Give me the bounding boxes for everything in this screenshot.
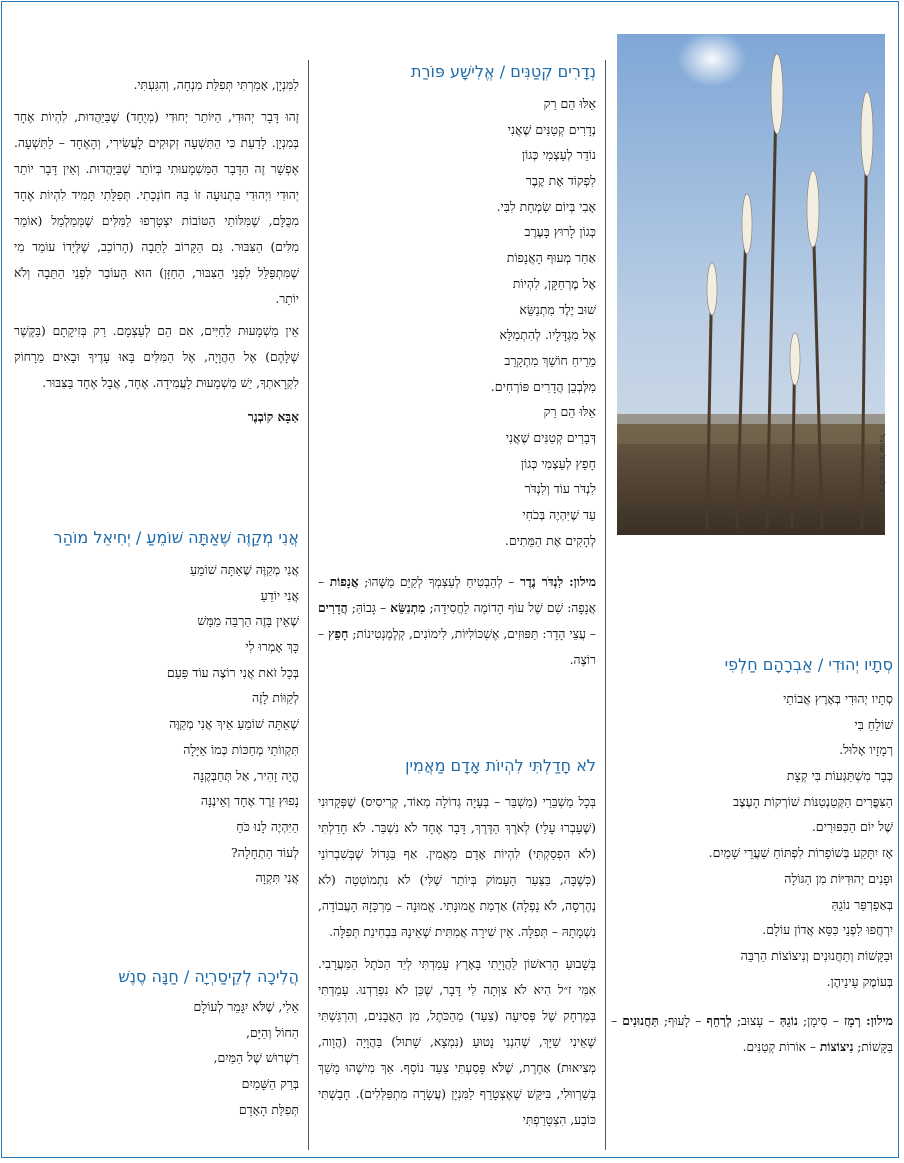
- gloss-term: הֲדָרִים: [318, 601, 348, 616]
- poem-line: מֵרֵיחַ חוֹשֵׁךְ מִתְקָרֵב: [504, 352, 596, 368]
- gloss-term: מילון: לִנְדֹּר נֶדֶר: [519, 575, 597, 590]
- gloss-def: – עָצוּב;: [731, 1014, 780, 1029]
- poem-line: לְעוֹד הַתְחָלָה?: [230, 844, 299, 860]
- poem-line: לְהָקִים אֶת הַמֵּתִים.: [504, 532, 596, 548]
- continued-section: [14, 72, 299, 436]
- poem-line: שֶׁאַתָּה שׁוֹמֵעַ אֵיךְ אֲנִי מְקַוֶּה: [169, 716, 299, 732]
- poem-line: אֵלּוּ הֵם רַק: [543, 404, 596, 420]
- gloss-term: מילון: רְמָז: [844, 1014, 893, 1029]
- squill-flowers-image: [617, 34, 885, 535]
- author-signature: אַבָּא קוֹבְנֶר: [247, 410, 299, 424]
- poem-line: שׁוּב יֶלֶד מִתְנַשֵּׂא: [519, 301, 596, 317]
- prose-paragraph: לַמִּנְיָן, אָמַרְתִּי תְּפִלַּת מִנְחָה, וְהִגַּעְתִּי.: [133, 78, 299, 92]
- stav-yehudi-title: סְתָיו יְהוּדִי / אַבְרָהָם חַלְפִי: [724, 655, 893, 674]
- gloss-def: – סִימָן;: [797, 1014, 844, 1029]
- nedarim-section: [318, 62, 596, 673]
- poem-line: לִנְדֹּר עוֹד וְלִנְדֹּר: [524, 481, 596, 497]
- poem-line: נוֹדֵר לְעַצְמִי כְּגוֹן: [521, 147, 596, 163]
- poem-line: בְּרַק הַשָּׁמַיִם: [241, 1076, 299, 1092]
- halicha-title: הֲלִיכָה לְקֵיסַרְיָה / חַנָּה סֶנֶשׁ: [118, 967, 299, 986]
- mekave-section: [14, 528, 299, 891]
- gloss-def: – גָּבוֹהַּ;: [347, 601, 391, 616]
- poem-line: נְדָרִים קְטַנִּים שֶׁאֲנִי: [507, 121, 596, 137]
- poem-line: הַיִּהְיֶה לָנוּ כֹּחַ: [236, 818, 299, 834]
- poem-line: אַחַר מְעוּף הָאֲנָפוֹת: [506, 250, 596, 266]
- gloss-term: חָפֵץ: [328, 627, 349, 642]
- gloss-def: – לָעוּף;: [658, 1014, 707, 1029]
- poem-line: אֶל מִגְדָּלָיו. לְהִתְמַלֵּא: [499, 327, 596, 343]
- nedarim-glossary: [318, 569, 596, 673]
- gloss-term: לְרַחֵף: [706, 1014, 732, 1029]
- poem-line: וּפָנִים יְהוּדִיּוֹת מִן הַגּוֹלָה: [784, 870, 893, 886]
- gloss-def: – אוֹרוֹת קְטַנִּים.: [742, 1040, 820, 1055]
- poem-line: אֲנִי מְקַוֶּה שֶׁאַתָּה שׁוֹמֵעַ: [190, 562, 299, 577]
- poem-line: עַד שֶׁיִּהְיֶה בְּכֹחִי: [522, 507, 596, 522]
- halicha-section: [14, 967, 299, 1122]
- prose-paragraph: אֵין מַשְׁמָעוּת לַחַיִּים, אִם הֵם לְעַצְמָם. רַק בְּזִיקָתָם (בַּקֶּשֶׁר שֶׁלָּהֶם) אֶל הַהֲוָיָה, אֶל הַמִּלִּים בָּאוּ עָדֶיךָ וּבָאִים מֵרָחוֹק לִקְרָאתְךָ, יֵשׁ מַשְׁמָעוּת לָעֲמִידָה. אֶחָד, אֲבָל אֶחָד בַּצִּבּוּר.: [14, 324, 299, 390]
- poem-line: הֱיֵה זָהִיר, אַל תְּחַבְּקֶנָּה: [193, 767, 299, 783]
- poem-line: בְּאַפַרְפַּר נוֹגֵהַּ: [831, 896, 893, 912]
- gloss-def: – רוֹצֶה.: [318, 627, 596, 668]
- poem-line: כְּבָר מִשְׁתַּגְּעוֹת בִּי קְצָת: [786, 768, 893, 784]
- mekave-poem: [14, 557, 299, 891]
- column-divider: [308, 60, 309, 1150]
- squill-photo: [617, 34, 885, 535]
- poem-line: תְּפִלַּת הָאָדָם: [238, 1101, 299, 1117]
- poem-line: לְקַוּוֹת לָזֶה: [251, 690, 299, 706]
- poem-line: הַצִּפֳּרִים הַקְּטַנְטַנּוֹת שׁוֹרְקוֹת הָעֶצֶב: [733, 793, 893, 809]
- poem-line: בְּעוֹמֶק עֵינֵיהֶן.: [826, 973, 893, 989]
- column-divider: [605, 60, 606, 1150]
- poem-line: שׁוֹלֵחַ בִּי: [854, 716, 893, 732]
- gloss-def: – אֲנָפָה: שֵׁם שֶׁל עוֹף הָדוֹמֶה לַחֲסִידָה;: [318, 575, 596, 616]
- poem-line: אֵלִי, שֶׁלֹּא יִגָּמֵר לְעוֹלָם: [193, 999, 299, 1014]
- nedarim-title: נְדָרִים קְטַנִּים / אֱלִישָׁע פּוֹרַת: [410, 62, 596, 81]
- gloss-term: אֲנָפוֹת: [329, 575, 359, 590]
- gloss-term: תַּחֲנוּנִים: [622, 1014, 659, 1029]
- poem-line: תִּקְווֹתַי מְחַכּוֹת כְּמוֹ אַיָּלָה: [183, 741, 299, 757]
- poem-line: רְמָזָיו אָלוּל.: [839, 742, 893, 758]
- gloss-term: מִתְנַשֵּׂא: [390, 601, 426, 616]
- poem-line: אֶל מֶרְחַקָּן, לִהְיוֹת: [512, 275, 596, 291]
- photo-credit-text: צילום: מיכל שניצל: [878, 434, 887, 493]
- gloss-term: נִיצוֹצוֹת: [819, 1040, 854, 1055]
- poem-line: וּבַקָּשׁוֹת וְתַחֲנוּנִים וְנִיצוֹצוֹת הַרְבֵּה: [740, 947, 893, 963]
- poem-line: שֶׁל יוֹם הַכִּפּוּרִים.: [811, 819, 893, 835]
- gloss-def: – לְהַבְטִיחַ לְעַצְמְךָ לְקַיֵּם מַשֶּׁהוּ;: [358, 575, 520, 590]
- gloss-term: נוֹגֵהַּ: [779, 1014, 798, 1029]
- poem-line: שֶׁאֵין בָּזֶה הַרְבֵּה מַמָּשׁ: [197, 613, 299, 629]
- poem-line: יִרְחֲפוּ לִפְנֵי כִּסֵּא אֲדוֹן עוֹלָם.: [762, 922, 893, 938]
- stav-yehudi-poem: [617, 686, 893, 994]
- poem-line: לִפְקוֹד אֶת קֶבֶר: [525, 173, 596, 189]
- poem-line: רִשְׁרוּשׁ שֶׁל הַמַּיִם,: [213, 1050, 299, 1066]
- prose-paragraph: בְּכָל מַשְׁבֵּרַי (מַשְׁבֵּר – בְּעָיָה גְדוֹלָה מְאוֹד, קְרִיסִיס) שֶׁפְּקָדוּנִי (שֶׁעָבְרוּ עָלַי) לְאֹרֶךְ הַדֶּרֶךְ, דָּבָר אֶחָד לֹא נִשְׁבַּר. לֹא חָדַלְתִּי (לֹא הִפְסַקְתִּי) לִהְיוֹת אָדָם מַאֲמִין. אַף בַּגָּדוֹל שֶׁבְּשִׁבְרוֹנַי (כְּשֶׁבָּה, בַּצַּעַר הָעָמוֹק בְּיוֹתֵר שֶׁלִּי) לֹא נִתְמוֹטְטָה (לֹא נֶהֶרְסָה, לֹא נָפְלָה) אַדְמַת אֱמוּנָתִי. אֱמוּנָה – מֵרְכָּזָהּ הָעֲבוֹדָה, נִשְׁמָתָהּ – תְּפִלָּה. אֵין שִׁירָה אֲמִתִּית שֶׁאֵינָהּ בִּבְחִינַת תְּפִלָּה.: [318, 795, 596, 939]
- poem-line: כְּגוֹן לָרוּץ בָּעֶרֶב: [524, 224, 596, 240]
- poem-line: אָז יִתָּקַע בְּשׁוֹפָרוֹת לִפְתּוֹחַ שַׁעֲרֵי שָׁמַיִם.: [708, 845, 893, 861]
- poem-line: נָפוּץ זֵרֶד אֶחָד וְאֵינֶנָּה: [200, 793, 299, 809]
- poem-line: אָבִי בְּיוֹם שִׂמְחַת לִבִּי.: [496, 198, 596, 214]
- poem-line: מִלְּבְבֵן הֲדָרִים פּוֹרְחִים.: [490, 378, 596, 394]
- poem-line: דְּבָרִים קְטַנִּים שֶׁאֲנִי: [505, 429, 596, 445]
- gloss-def: – עֲצֵי הָדָר: תַּפּוּזִים, אֶשְׁכּוֹלִיּוֹת, לִימוֹנִים, קְלֶמֶנְטִינוֹת;: [348, 627, 596, 642]
- prose-paragraph: זֶהוּ דָּבָר יְהוּדִי, הַיּוֹתֵר יְחוּדִי (מְיֻחָד) שֶׁבַּיַּהֲדוּת, לִהְיוֹת אֶחָד בְּמִנְיָן. לָדַעַת כִּי הַתִּשְׁעָה זְקוּקִים לָעֲשִׂירִי, וְהָאֶחָד – לַתִּשְׁעָה. אֶפְשָׁר זֶה הַדָּבָר הַמַּשְׁמָעוּתִי בְּיוֹתֵר שֶׁבַּיַּהֲדוּת. וְאֵין דָּבָר יוֹתֵר יְהוּדִי וִיְהוּדִי בִּתְנוּעָה זוֹ בָּהּ חוֹנְכָתִי. תְּפִלָּתִי תָּמִיד לִהְיוֹת אֶחָד מִכֻּלָּם, שֶׁמִּלּוֹתַי הַטּוֹבוֹת יִצְטָרְפוּ לַמִּלִּים שֶׁמְּמַלְמֵל (אוֹמֵר מִלִּים) הַצִּבּוּר. גַּם הַקָּרוֹב לַתֵּבָה (הָרוֹכֵב, שֶׁלְּיָדוֹ עוֹמֵד מִי שֶׁמִּתְפַּלֵּל לִפְנֵי הַצִּבּוּר, הַחַזָּן) הוּא הָעוֹבֵר לִפְנֵי הַתֵּבָה וְלֹא יוֹתֵר.: [14, 110, 299, 306]
- poem-line: אֲנִי יוֹדֵעַ: [260, 587, 299, 603]
- stav-yehudi-glossary: [611, 1008, 893, 1060]
- stav-yehudi-section: [611, 655, 893, 1060]
- gloss-def: – בַּקָּשׁוֹת;: [611, 1014, 893, 1055]
- lo-chadalti-title: לֹא חָדַלְתִּי לִהְיוֹת אָדָם מַאֲמִין: [405, 756, 596, 775]
- nedarim-poem: [318, 91, 596, 553]
- photo-credit: [878, 34, 899, 535]
- poem-line: הַחוֹל וְהַיָּם,: [245, 1024, 299, 1040]
- poem-line: בְּכָל זֹאת אֲנִי רוֹצֶה עוֹד פַּעַם: [166, 664, 299, 680]
- poem-line: כָּךְ אָמְרוּ לִי: [245, 639, 299, 655]
- poem-line: אֲנִי תִּקְוָה: [255, 870, 299, 886]
- poem-line: חָפֵץ לְעַצְמִי כְּגוֹן: [520, 455, 596, 471]
- poem-line: סְתָיו יְהוּדִי בְּאֶרֶץ אֲבוֹתַי: [783, 691, 893, 706]
- halicha-poem: [14, 994, 299, 1122]
- prose-paragraph: בְּשָׁבוּעַ הָרִאשׁוֹן לַהֲוָיָתִי בָּאָרֶץ עָמַדְתִּי לְיַד הַכֹּתֶל הַמַּעֲרָבִי. אִמִּי ז״ל הִיא לֹא צִוְּתָה לִי דָּבָר, שֶׁכֵּן לֹא נִפְרַדְנוּ. עָמַדְתִּי בְּמֶרְחָק שֶׁל פְּסִיעָה (צַעַד) מֵהַכֹּתֶל, מִן הָאֲבָנִים, וְהִרְגַּשְׁתִּי שֶׁאֵינִי שַׁיָּךְ, שֶׁהִנְנִי נָטוּעַ (נִמְצָא, שָׁתוּל) בַּהֲוָיָה (הֲוָוה, מְצִיאוּת) אַחֶרֶת, שֶׁלֹּא פָּסַעְתִּי צַעַד נוֹסָף. אַךְ מִישֶׁהוּ מָשַׁךְ בְּשַׁרְווּלִי, בִּיקֵּשׁ שֶׁאֶצְטָרֵף לַמִּנְיָן (עֲשָׂרָה מִתְפַּלְּלִים). חָבַשְׁתִּי כּוֹבַע, הִצְטָרַפְתִּי: [318, 957, 596, 1127]
- lo-chadalti-section: [318, 756, 596, 1139]
- poem-line: אֵלּוּ הֵם רַק: [543, 96, 596, 111]
- mekave-title: אֲנִי מְקַוֶּה שֶׁאַתָּה שׁוֹמֵעַ / יְחִיאֵל מוֹהַר: [53, 528, 299, 547]
